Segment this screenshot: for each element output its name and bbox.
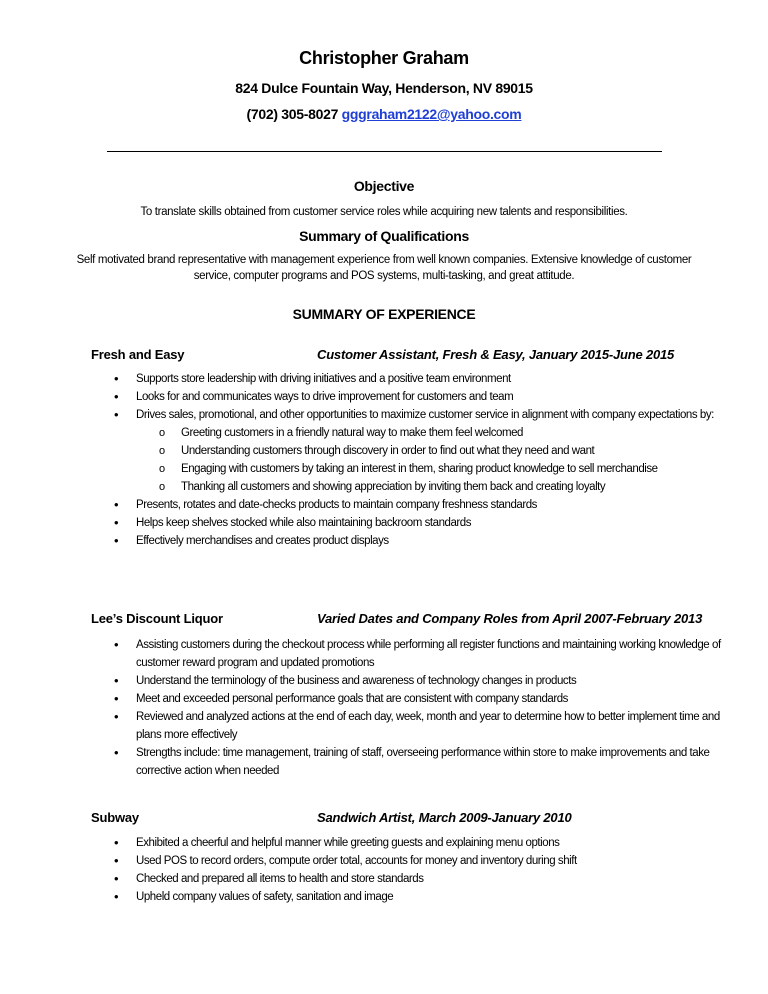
job-role: Varied Dates and Company Roles from April 2007-February 2013 xyxy=(317,611,703,626)
job-company: Lee’s Discount Liquor xyxy=(91,611,223,626)
sub-list-item: o Understanding customers through discovery in order to find out what they need and want xyxy=(0,442,726,460)
list-item: • Understand the terminology of the business and awareness of technology changes in products xyxy=(0,672,726,690)
header-divider xyxy=(107,151,662,152)
qualifications-line-2: service, computer programs and POS systems, multi-tasking, and great attitude. xyxy=(193,270,575,282)
list-item: • Checked and prepared all items to health and store standards xyxy=(0,870,726,888)
job-company: Subway xyxy=(91,810,139,825)
email-link[interactable]: gggraham2122@yahoo.com xyxy=(341,106,522,122)
list-item: • Effectively merchandises and creates product displays xyxy=(0,532,726,550)
job-bullets xyxy=(0,636,768,780)
list-item: • Presents, rotates and date-checks products to maintain company freshness standards xyxy=(0,496,726,514)
sub-list-item: o Thanking all customers and showing appreciation by inviting them back and creating loyalty xyxy=(0,478,726,496)
objective-heading: Objective xyxy=(353,178,415,194)
candidate-name: Christopher Graham xyxy=(299,48,469,68)
job-bullets xyxy=(0,370,768,550)
contact-line xyxy=(0,106,768,122)
sub-list-item: o Engaging with customers by taking an interest in them, sharing product knowledge to sell merchandise xyxy=(0,460,726,478)
list-item: • Upheld company values of safety, sanitation and image xyxy=(0,888,726,906)
list-item: • Strengths include: time management, training of staff, overseeing performance within store to make improvements and take corrective action when needed xyxy=(0,744,726,780)
list-item: • Used POS to record orders, compute order total, accounts for money and inventory during shift xyxy=(0,852,726,870)
sub-list-item: o Greeting customers in a friendly natural way to make them feel welcomed xyxy=(0,424,726,442)
qualifications-line-1: Self motivated brand representative with management experience from well known companies. Extensive knowledge of customer xyxy=(76,254,692,266)
list-item: • Supports store leadership with driving initiatives and a positive team environment xyxy=(0,370,726,388)
phone-number: (702) 305-8027 xyxy=(246,106,339,122)
list-item: • Reviewed and analyzed actions at the end of each day, week, month and year to determine how to better implement time and plans more effectively xyxy=(0,708,726,744)
job-company: Fresh and Easy xyxy=(91,347,185,362)
list-item: • Looks for and communicates ways to drive improvement for customers and team xyxy=(0,388,726,406)
qualifications-heading: Summary of Qualifications xyxy=(299,228,469,244)
list-item: • Drives sales, promotional, and other opportunities to maximize customer service in alignment with company expectations by: xyxy=(0,406,726,424)
list-item: • Helps keep shelves stocked while also maintaining backroom standards xyxy=(0,514,726,532)
objective-text: To translate skills obtained from customer service roles while acquiring new talents and responsibilities. xyxy=(140,206,628,218)
experience-heading: SUMMARY OF EXPERIENCE xyxy=(292,306,476,322)
list-item: • Assisting customers during the checkout process while performing all register functions and maintaining working knowledge of customer reward program and updated promotions xyxy=(0,636,726,672)
job-role: Customer Assistant, Fresh & Easy, January 2015-June 2015 xyxy=(317,347,675,362)
list-item: • Meet and exceeded personal performance goals that are consistent with company standards xyxy=(0,690,726,708)
job-bullets xyxy=(0,834,768,906)
job-role: Sandwich Artist, March 2009-January 2010 xyxy=(317,810,572,825)
candidate-address: 824 Dulce Fountain Way, Henderson, NV 89015 xyxy=(235,80,533,96)
list-item: • Exhibited a cheerful and helpful manner while greeting guests and explaining menu options xyxy=(0,834,726,852)
